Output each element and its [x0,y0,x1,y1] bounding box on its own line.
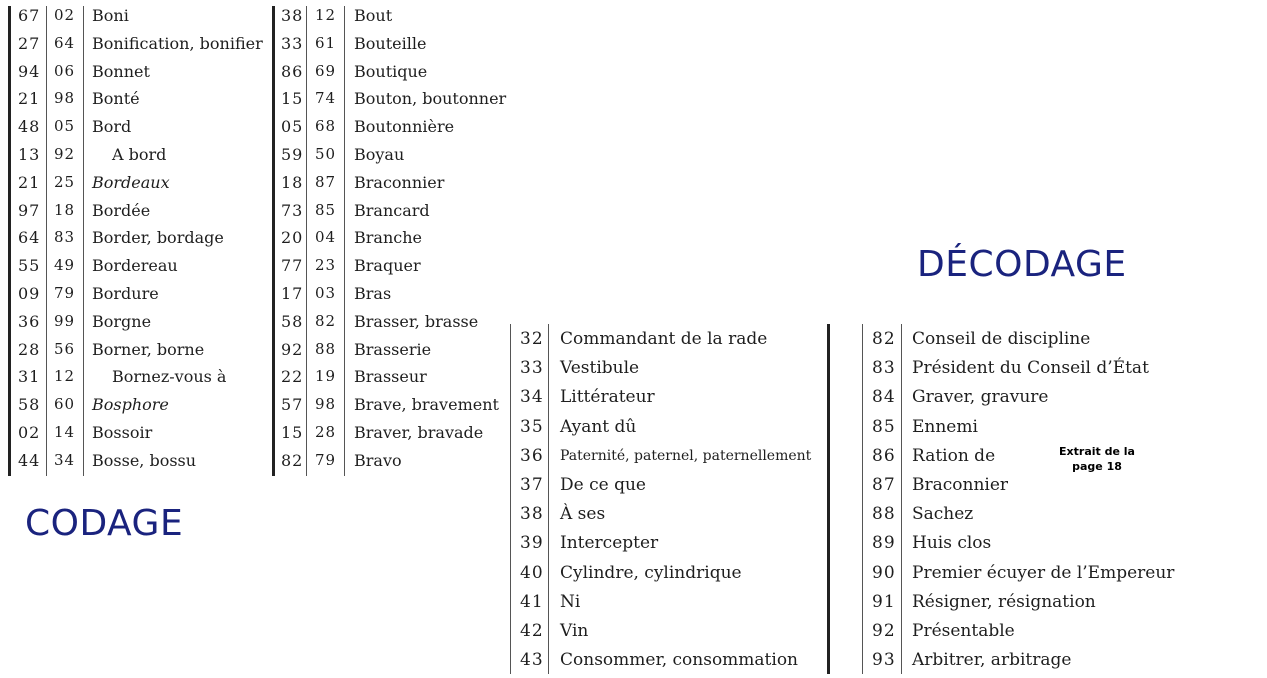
code-second: 04 [315,228,337,247]
word: Brave, bravement [354,395,499,415]
code-first: 92 [281,339,304,359]
code-first: 44 [18,450,41,470]
code-first: 15 [281,89,304,109]
code-first: 18 [281,172,304,192]
code-second: 19 [315,367,337,386]
word: Border, bordage [92,228,224,248]
decodage-table-right [862,324,1175,674]
word: Vin [560,621,589,641]
word: Braconnier [912,475,1009,495]
table-row [862,358,1162,386]
table-row [510,387,832,415]
word: Borgne [92,311,152,331]
table-row [510,533,832,561]
table-row [8,173,268,201]
word: Ration de [912,445,996,466]
table-row [510,621,832,649]
table-row [510,475,832,503]
table-row [272,145,504,173]
word: Présentable [912,621,1015,641]
word: Bouton, boutonner [354,89,507,109]
code-number: 84 [872,387,896,408]
codage-table-left [8,6,268,476]
word: Braconnier [354,172,445,192]
code-number: 93 [872,650,896,671]
table-row [510,358,832,386]
table-row [8,395,268,423]
table-row [862,504,1162,532]
code-second: 49 [54,256,76,275]
word: A bord [112,145,167,164]
table-row [8,6,268,34]
code-second: 98 [315,395,337,414]
code-second: 56 [54,339,76,358]
word: Boyau [354,145,405,164]
code-first: 86 [281,61,304,81]
word: Ayant dû [560,416,637,437]
table-row [862,592,1162,620]
code-number: 83 [872,358,896,379]
code-second: 87 [315,172,337,191]
code-second: 74 [315,89,337,108]
word: Bras [354,284,392,303]
table-row [8,117,268,145]
code-first: 59 [281,145,304,164]
code-number: 36 [520,445,544,466]
table-row [862,562,1175,591]
table-row [862,475,1162,503]
code-number: 37 [520,475,544,495]
word: Sachez [912,504,974,525]
table-row [510,504,832,532]
code-second: 79 [54,284,76,302]
code-second: 18 [54,200,76,219]
table-row [8,312,268,340]
word: Braquer [354,256,421,276]
code-second: 12 [54,367,76,386]
word: Bornez-vous à [112,367,227,387]
code-second: 34 [54,450,76,469]
table-row [862,533,1162,561]
code-second: 69 [315,61,337,80]
code-first: 20 [281,228,304,248]
code-second: 99 [54,311,76,330]
code-second: 82 [315,311,337,330]
code-number: 32 [520,329,544,349]
table-row [272,423,504,451]
word: Brasseur [354,367,427,387]
code-second: 61 [315,33,337,52]
code-first: 38 [281,6,304,25]
table-row [8,367,268,395]
code-second: 12 [315,6,337,24]
word: Bout [354,6,393,25]
table-row [8,34,268,62]
code-first: 55 [18,256,41,276]
word: Consommer, consommation [560,650,799,671]
word: Graver, gravure [912,387,1049,408]
code-second: 68 [315,117,337,136]
table-row [862,417,1162,445]
word: Arbitrer, arbitrage [912,650,1072,671]
table-row [8,62,268,90]
table-row [8,89,268,117]
table-row [272,312,504,340]
code-number: 43 [520,650,544,671]
code-second: 92 [54,145,76,163]
word: Bordeaux [92,172,170,192]
table-row [272,395,504,423]
code-number: 39 [520,533,544,554]
word: Borner, borne [92,339,205,359]
table-row [272,451,504,479]
word: Résigner, résignation [912,591,1096,612]
table-row [8,256,268,284]
code-first: 58 [281,311,304,331]
word: Bouteille [354,33,427,53]
word: Ennemi [912,416,978,437]
code-second: 85 [315,200,337,219]
code-first: 36 [18,311,41,331]
code-first: 21 [18,172,41,192]
code-first: 58 [18,395,41,415]
word: Conseil de discipline [912,329,1091,349]
code-first: 17 [281,284,304,303]
code-second: 05 [54,117,76,136]
code-number: 34 [520,387,544,408]
code-number: 40 [520,562,544,583]
code-first: 33 [281,33,304,53]
code-number: 89 [872,533,896,554]
word: Bosse, bossu [92,450,197,470]
code-first: 27 [18,33,41,53]
code-first: 57 [281,395,304,415]
table-row [510,592,832,620]
table-row [862,387,1162,415]
code-second: 79 [315,450,337,469]
code-second: 25 [54,172,76,191]
table-row [862,329,1162,357]
code-first: 64 [18,228,41,248]
code-first: 15 [281,423,304,442]
table-row [272,284,504,312]
table-row [8,201,268,229]
table-row [510,417,832,445]
code-first: 48 [18,117,41,137]
code-second: 23 [315,256,337,275]
word: Bonnet [92,61,150,81]
code-number: 87 [872,475,896,495]
code-number: 33 [520,358,544,379]
code-number: 42 [520,621,544,641]
code-second: 98 [54,89,76,108]
word: Bravo [354,450,402,470]
codage-label: CODAGE [25,503,184,544]
word: Premier écuyer de l’Empereur [912,562,1175,583]
code-first: 94 [18,61,41,81]
code-first: 31 [18,367,41,387]
code-second: 60 [54,395,76,414]
code-first: 77 [281,256,304,276]
table-row [272,228,504,256]
table-row [272,201,504,229]
code-first: 28 [18,339,41,359]
code-second: 88 [315,339,337,358]
word: Bossoir [92,423,153,442]
decodage-label: DÉCODAGE [917,244,1127,285]
code-second: 02 [54,6,76,24]
word: Brasserie [354,339,432,359]
word: Huis clos [912,533,992,554]
table-row [272,173,504,201]
code-second: 28 [315,423,337,441]
word: Boni [92,6,129,25]
table-row [272,34,504,62]
word: Bord [92,117,132,137]
table-row [862,621,1162,649]
word: Bordure [92,284,159,303]
table-row [272,367,504,395]
word: Bosphore [92,395,169,415]
code-first: 73 [281,200,304,220]
word: Intercepter [560,533,659,554]
code-number: 91 [872,591,896,612]
code-number: 35 [520,416,544,437]
word: Braver, bravade [354,423,484,442]
table-row [272,62,504,90]
word: Cylindre, cylindrique [560,562,742,583]
table-row [8,451,268,479]
code-first: 05 [281,117,304,137]
word: De ce que [560,475,646,495]
code-second: 03 [315,284,337,302]
decodage-table-left [510,324,832,674]
word: Branche [354,228,422,248]
code-first: 67 [18,6,41,25]
table-row [272,117,504,145]
code-first: 82 [281,450,304,470]
word: Brancard [354,200,430,220]
table-row [510,446,832,474]
word: Boutonnière [354,117,455,137]
word: Boutique [354,61,428,81]
word: À ses [560,504,606,525]
page-caption: Extrait de la page 18 [1059,445,1135,473]
table-row [510,329,832,357]
code-second: 50 [315,145,337,163]
table-row [8,340,268,368]
table-row [8,284,268,312]
word: Paternité, paternel, paternellement [560,447,812,464]
code-second: 14 [54,423,76,441]
code-number: 92 [872,621,896,641]
code-number: 38 [520,504,544,525]
table-row [272,89,507,117]
table-row [8,145,268,173]
word: Vestibule [560,358,640,379]
code-first: 13 [18,145,41,164]
table-row [8,423,268,451]
word: Littérateur [560,387,655,408]
table-row [510,563,832,591]
code-first: 21 [18,89,41,109]
table-row [272,256,504,284]
word: Commandant de la rade [560,329,768,349]
word: Bordereau [92,256,178,276]
code-number: 41 [520,591,544,612]
word: Président du Conseil d’État [912,358,1149,379]
code-number: 82 [872,329,896,349]
codage-table-right [272,6,507,476]
word: Bordée [92,200,151,220]
code-number: 88 [872,504,896,525]
code-number: 85 [872,416,896,437]
code-number: 90 [872,562,896,583]
code-second: 64 [54,33,76,52]
code-second: 06 [54,61,76,80]
word: Bonification, bonifier [92,33,263,53]
word: Bonté [92,89,140,109]
code-number: 86 [872,445,896,466]
code-first: 22 [281,367,304,387]
table-row [8,228,268,256]
table-row [272,6,504,34]
code-first: 09 [18,284,41,303]
code-first: 97 [18,200,41,220]
word: Brasser, brasse [354,311,479,331]
code-second: 83 [54,228,76,247]
word: Ni [560,591,581,612]
code-first: 02 [18,423,41,442]
table-row [272,340,504,368]
